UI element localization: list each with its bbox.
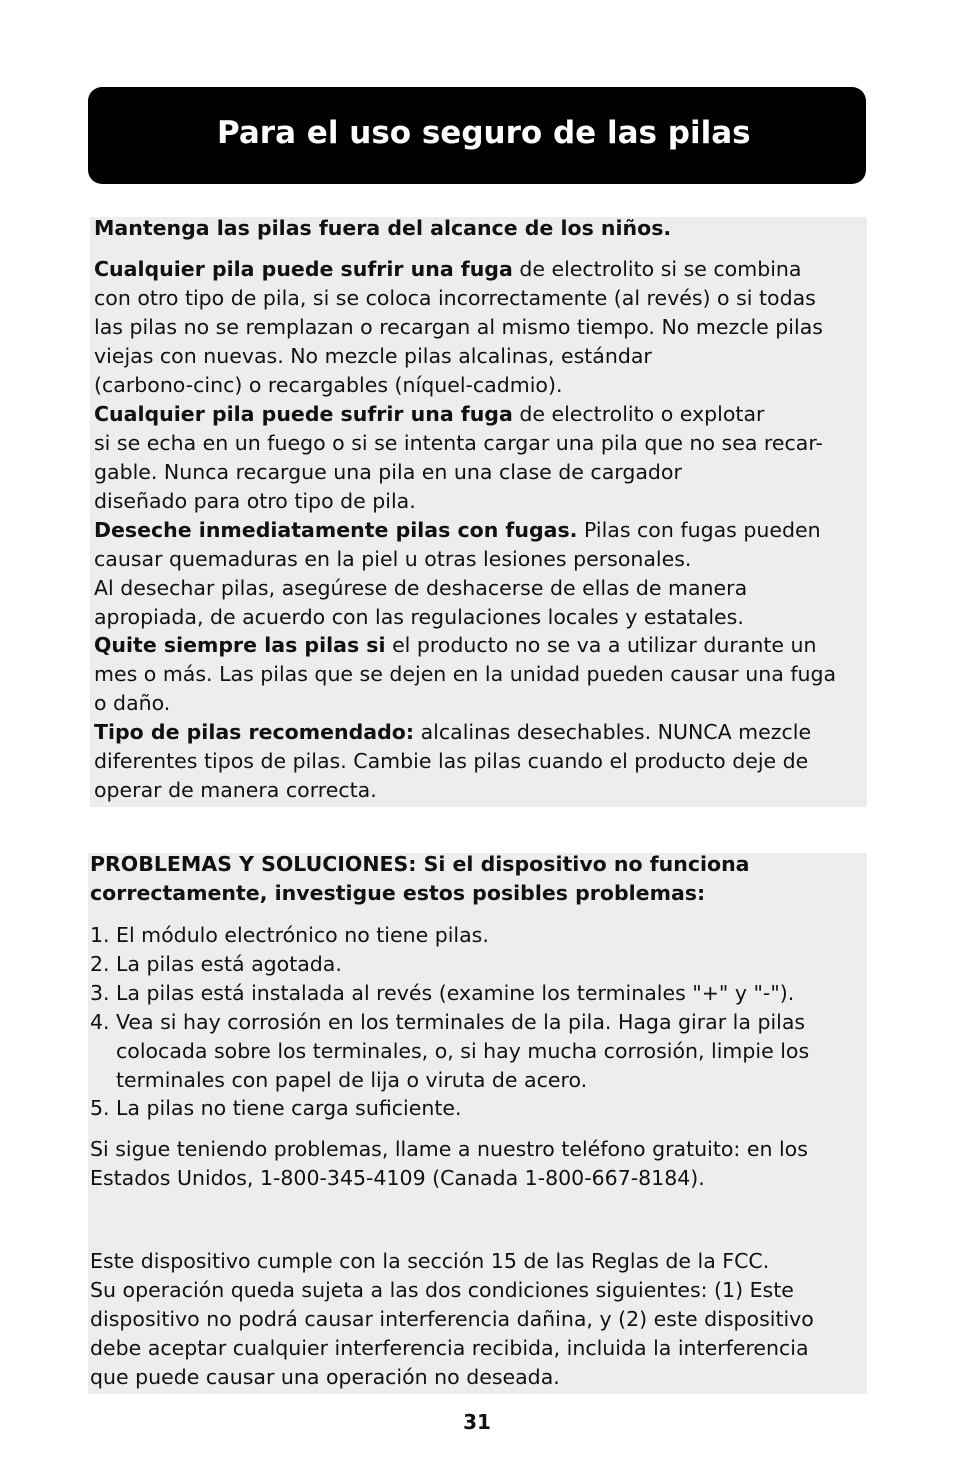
list-item — [90, 950, 342, 979]
list-text: La pilas está agotada. — [116, 952, 342, 976]
paragraph-line: el producto no se va a utilizar durante un — [385, 633, 817, 657]
safety-paragraph-dispose — [94, 516, 821, 632]
paragraph-line: si se echa en un fuego o si se intenta cargar una pila que no sea recar- — [94, 430, 823, 455]
paragraph-lead: Cualquier pila puede sufrir una fuga — [94, 257, 513, 281]
paragraph-lead: Cualquier pila puede sufrir una fuga — [94, 402, 513, 426]
paragraph-line: o daño. — [94, 690, 171, 715]
contact-paragraph: Si sigue teniendo problemas, llame a nuestro teléfono gratuito: en los Estados Unidos, 1-800-345-4109 (Canada 1-800-667-8184). — [90, 1137, 808, 1190]
list-number: 5. — [90, 1096, 110, 1120]
list-text: Vea si hay corrosión en los terminales de la pila. Haga girar la pilas colocada sobre los terminales, o, si hay mucha corrosión, limpie los terminales con papel de lija o viruta de acero. — [116, 1010, 810, 1092]
safety-heading: Mantenga las pilas fuera del alcance de los niños. — [94, 216, 672, 240]
paragraph-line: gable. Nunca recargue una pila en una clase de cargador — [94, 459, 682, 484]
list-number: 4. — [90, 1010, 110, 1034]
battery-safety-section — [90, 217, 867, 807]
troubleshooting-section — [88, 853, 867, 1394]
paragraph-lead: Deseche inmediatamente pilas con fugas. — [94, 518, 578, 542]
troubleshooting-heading: PROBLEMAS Y SOLUCIONES: Si el dispositivo no funciona correctamente, investigue estos posibles problemas: — [90, 852, 750, 905]
paragraph-line: operar de manera correcta. — [94, 777, 377, 802]
title-banner — [88, 87, 866, 184]
list-text: El módulo electrónico no tiene pilas. — [116, 923, 489, 947]
safety-paragraph-leak-mixing — [94, 255, 823, 400]
list-item — [90, 1008, 809, 1095]
paragraph-line: de electrolito o explotar — [512, 402, 765, 426]
list-item — [90, 979, 794, 1008]
list-text: La pilas no tiene carga suficiente. — [116, 1096, 462, 1120]
paragraph-line: Pilas con fugas pueden — [577, 518, 821, 542]
paragraph-line: mes o más. Las pilas que se dejen en la unidad pueden causar una fuga — [94, 661, 837, 686]
list-text: La pilas está instalada al revés (examine los terminales "+" y "-"). — [116, 981, 795, 1005]
list-item — [90, 921, 489, 950]
list-number: 1. — [90, 923, 110, 947]
paragraph-line: con otro tipo de pila, si se coloca incorrectamente (al revés) o si todas — [94, 285, 816, 310]
paragraph-line: apropiada, de acuerdo con las regulaciones locales y estatales. — [94, 604, 744, 629]
list-item — [90, 1094, 462, 1123]
paragraph-line: alcalinas desechables. NUNCA mezcle — [414, 720, 812, 744]
paragraph-line: (carbono-cinc) o recargables (níquel-cadmio). — [94, 372, 563, 397]
paragraph-line: las pilas no se remplazan o recargan al mismo tiempo. No mezcle pilas — [94, 314, 823, 339]
paragraph-line: viejas con nuevas. No mezcle pilas alcalinas, estándar — [94, 343, 652, 368]
safety-paragraph-type — [94, 718, 811, 805]
paragraph-line: diferentes tipos de pilas. Cambie las pilas cuando el producto deje de — [94, 748, 809, 773]
safety-paragraph-leak-fire — [94, 400, 823, 516]
paragraph-line: Al desechar pilas, asegúrese de deshacerse de ellas de manera — [94, 575, 748, 600]
page-number: 31 — [463, 1410, 491, 1434]
paragraph-line: diseñado para otro tipo de pila. — [94, 488, 416, 513]
fcc-compliance-paragraph: Este dispositivo cumple con la sección 15 de las Reglas de la FCC. Su operación queda sujeta a las dos condiciones siguientes: (1) Este dispositivo no podrá causar interferencia dañina, y (2) este dispositivo debe aceptar cualquier interferencia recibida, incluida la interferencia que puede causar una operación no deseada. — [90, 1249, 814, 1389]
paragraph-line: causar quemaduras en la piel u otras lesiones personales. — [94, 546, 692, 571]
paragraph-lead: Tipo de pilas recomendado: — [94, 720, 415, 744]
list-number: 2. — [90, 952, 110, 976]
safety-paragraph-remove — [94, 631, 836, 718]
list-number: 3. — [90, 981, 110, 1005]
paragraph-lead: Quite siempre las pilas si — [94, 633, 386, 657]
page-title: Para el uso seguro de las pilas — [217, 115, 751, 151]
paragraph-line: de electrolito si se combina — [512, 257, 802, 281]
